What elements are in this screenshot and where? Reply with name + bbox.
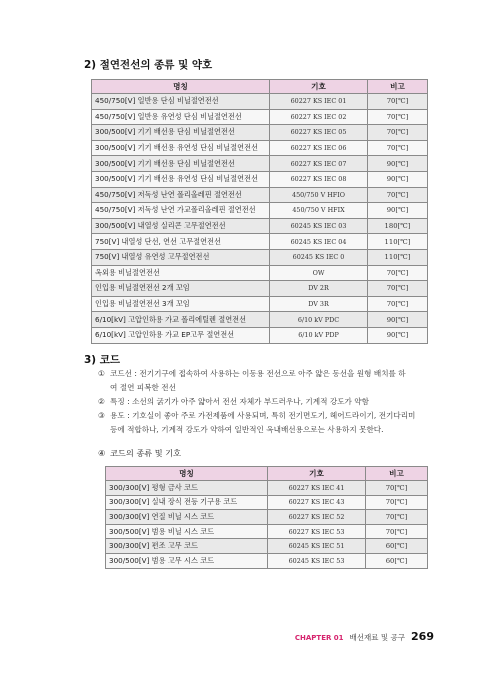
cell-note: 70[℃] — [366, 524, 428, 539]
cell-code: 60227 KS IEC 41 — [268, 481, 366, 496]
table-row — [92, 109, 428, 125]
cell-name: 300/300[V] 연질 비닐 시스 코드 — [106, 510, 268, 525]
table-row — [92, 94, 428, 110]
cell-note: 90[℃] — [368, 171, 428, 187]
cell-name: 300/300[V] 평형 금사 코드 — [106, 481, 268, 496]
desc-item-3-cont: 등에 적합하나, 기계적 강도가 약하여 일반적인 옥내배선용으로는 사용하지 못한다. — [110, 425, 384, 434]
cell-name: 450/750[V] 저독성 난연 가교폴리올레핀 절연전선 — [92, 203, 270, 219]
cell-note: 70[℃] — [366, 510, 428, 525]
cell-note: 90[℃] — [368, 156, 428, 172]
cord-description — [98, 367, 438, 437]
table-row — [92, 281, 428, 297]
header-code: 기호 — [268, 467, 366, 481]
cell-note: 70[℃] — [368, 140, 428, 156]
cell-code: 60227 KS IEC 43 — [268, 495, 366, 510]
cell-code: 60227 KS IEC 08 — [270, 171, 368, 187]
cell-name: 300/500[V] 기기 배선용 단심 비닐절연전선 — [92, 156, 270, 172]
table-header-row — [92, 80, 428, 94]
cell-code: 60245 KS IEC 03 — [270, 218, 368, 234]
cell-code: 60227 KS IEC 01 — [270, 94, 368, 110]
cell-name: 6/10[kV] 고압인하용 가교 EP고무 절연전선 — [92, 327, 270, 343]
table-row — [92, 327, 428, 343]
insulated-wire-table — [91, 79, 428, 344]
cell-note: 70[℃] — [368, 187, 428, 203]
cell-code: DV 3R — [270, 296, 368, 312]
table-header-row — [106, 467, 428, 481]
table-row — [92, 203, 428, 219]
cell-code: 60245 KS IEC 04 — [270, 234, 368, 250]
table-row — [92, 171, 428, 187]
table-row — [92, 265, 428, 281]
cell-code: 60227 KS IEC 07 — [270, 156, 368, 172]
desc-item-1-cont: 여 절연 피복한 전선 — [110, 383, 176, 392]
cell-note: 70[℃] — [368, 94, 428, 110]
table-row — [92, 140, 428, 156]
cell-name: 300/300[V] 실내 장식 전등 기구용 코드 — [106, 495, 268, 510]
cell-code: 450/750 V HFIO — [270, 187, 368, 203]
section-title-insulated-wire: 2) 절연전선의 종류 및 약호 — [84, 59, 213, 71]
cell-note: 60[℃] — [366, 539, 428, 554]
cell-note: 90[℃] — [368, 312, 428, 328]
cell-name: 750[V] 내열성 단선, 연선 고무절연전선 — [92, 234, 270, 250]
cell-note: 70[℃] — [368, 109, 428, 125]
cell-code: OW — [270, 265, 368, 281]
cell-note: 110[℃] — [368, 249, 428, 265]
page-number: 269 — [411, 630, 434, 643]
cell-code: 60227 KS IEC 53 — [268, 524, 366, 539]
page-footer — [295, 630, 434, 643]
cell-note: 90[℃] — [368, 327, 428, 343]
header-note: 비고 — [368, 80, 428, 94]
cell-name: 300/500[V] 기기 배선용 유연성 단심 비닐절연전선 — [92, 140, 270, 156]
table-row — [92, 218, 428, 234]
desc-item-1: ① 코드선 : 전기기구에 접속하여 사용하는 이동용 전선으로 아주 얇은 동선을 원형 배치를 하 — [98, 369, 406, 378]
cell-code: 60227 KS IEC 02 — [270, 109, 368, 125]
table-row — [106, 510, 428, 525]
cell-note: 60[℃] — [366, 553, 428, 568]
cell-note: 70[℃] — [368, 265, 428, 281]
header-note: 비고 — [366, 467, 428, 481]
cell-name: 750[V] 내열성 유연성 고무절연전선 — [92, 249, 270, 265]
cell-code: 60245 KS IEC 51 — [268, 539, 366, 554]
cell-note: 70[℃] — [368, 296, 428, 312]
cell-code: 450/750 V HFIX — [270, 203, 368, 219]
cell-note: 70[℃] — [366, 495, 428, 510]
cell-code: 60245 KS IEC 0 — [270, 249, 368, 265]
cell-code: DV 2R — [270, 281, 368, 297]
table-row — [106, 524, 428, 539]
cell-name: 450/750[V] 일반용 유연성 단심 비닐절연전선 — [92, 109, 270, 125]
cell-note: 70[℃] — [368, 125, 428, 141]
cell-name: 인입용 비닐절연전선 3개 꼬임 — [92, 296, 270, 312]
table-row — [92, 187, 428, 203]
table-row — [92, 312, 428, 328]
table-row — [106, 495, 428, 510]
header-name: 명칭 — [106, 467, 268, 481]
cell-code: 60227 KS IEC 06 — [270, 140, 368, 156]
table-row — [106, 553, 428, 568]
cell-note: 70[℃] — [366, 481, 428, 496]
cell-note: 70[℃] — [368, 281, 428, 297]
table-row — [92, 125, 428, 141]
cell-name: 450/750[V] 일반용 단심 비닐절연전선 — [92, 94, 270, 110]
table-row — [92, 249, 428, 265]
section-title-cord: 3) 코드 — [84, 354, 121, 366]
header-code: 기호 — [270, 80, 368, 94]
cord-table-subhead: ④ 코드의 종류 및 기호 — [98, 448, 182, 458]
cell-name: 300/300[V] 편조 고무 코드 — [106, 539, 268, 554]
table-row — [92, 234, 428, 250]
cell-name: 옥외용 비닐절연전선 — [92, 265, 270, 281]
table-row — [106, 539, 428, 554]
header-name: 명칭 — [92, 80, 270, 94]
cell-note: 110[℃] — [368, 234, 428, 250]
cell-name: 인입용 비닐절연전선 2개 꼬임 — [92, 281, 270, 297]
desc-item-3: ③ 용도 : 기호실이 좋아 주로 가전제품에 사용되며, 특히 전기면도기, 헤어드라이기, 전기다리미 — [98, 411, 416, 420]
cell-code: 60227 KS IEC 05 — [270, 125, 368, 141]
cell-name: 6/10[kV] 고압인하용 가교 폴리에틸렌 절연전선 — [92, 312, 270, 328]
chapter-title: 배선재료 및 공구 — [349, 633, 406, 642]
cell-code: 60227 KS IEC 52 — [268, 510, 366, 525]
cell-name: 300/500[V] 기기 배선용 유연성 단심 비닐절연전선 — [92, 171, 270, 187]
cell-name: 300/500[V] 내열성 실리콘 고무절연전선 — [92, 218, 270, 234]
cell-name: 300/500[V] 범용 비닐 시스 코드 — [106, 524, 268, 539]
cord-table — [105, 466, 428, 569]
cell-name: 450/750[V] 저독성 난연 폴리올레핀 절연전선 — [92, 187, 270, 203]
cell-code: 6/10 kV PDP — [270, 327, 368, 343]
cell-name: 300/500[V] 범용 고무 시스 코드 — [106, 553, 268, 568]
chapter-label: CHAPTER 01 — [294, 634, 344, 642]
table-row — [106, 481, 428, 496]
table-row — [92, 296, 428, 312]
desc-item-2: ② 특징 : 소선의 굵기가 아주 얇아서 전선 자체가 부드러우나, 기계적 강도가 약함 — [98, 397, 369, 406]
cell-name: 300/500[V] 기기 배선용 단심 비닐절연전선 — [92, 125, 270, 141]
cell-note: 90[℃] — [368, 203, 428, 219]
cell-code: 6/10 kV PDC — [270, 312, 368, 328]
table-row — [92, 156, 428, 172]
cell-note: 180[℃] — [368, 218, 428, 234]
cell-code: 60245 KS IEC 53 — [268, 553, 366, 568]
